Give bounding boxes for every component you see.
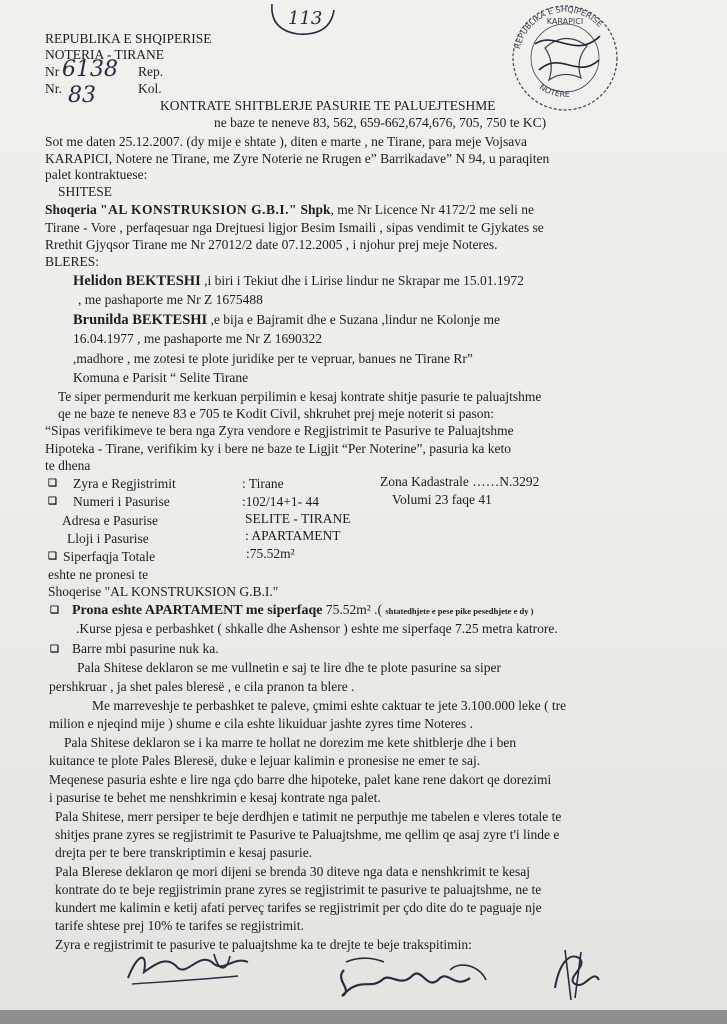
request-line-4: Hipoteka - Tirane, verifikim ky i bere ne baze te Ligjit “Per Noterine”, pasuria ka keto (45, 441, 511, 456)
property-area-label: Siperfaqja Totale (63, 549, 156, 564)
paragraph-3-line-1: Pala Shitese deklaron se i ka marre te hollat ne dorezim me kete shitblerje dhe i ben (64, 735, 517, 750)
clause-property-area: 75.52m² .( (322, 602, 382, 617)
buyer-2-name: Brunilda BEKTESHI (73, 312, 208, 328)
request-line-1: Te siper permendurit me kerkuan perpilimin e kesaj kontrate shitje pasurie te paluajtshme (58, 389, 542, 404)
header-nr-label: Nr (45, 64, 60, 79)
paragraph-4-line-2: i pasurise te behet me nenshkrimin e kesaj kontrate nga palet. (49, 790, 381, 805)
clause-property-bold: Prona eshte APARTAMENT me siperfaqe (72, 603, 323, 618)
svg-text:NOTERE (538, 83, 570, 99)
buyer-2-passport: 16.04.1977 , me pashaporte me Nr Z 1690322 (73, 331, 322, 346)
buyer-1-passport: , me pashaporte me Nr Z 1675488 (78, 292, 263, 307)
seller-company-type: Shpk (300, 202, 331, 217)
stamp-text-top: REPUBLIKA E SHQIPERISE (512, 4, 605, 50)
signature-buyer-2 (545, 944, 605, 1006)
buyers-capacity-line-1: ,madhore , me zotesi te plote juridike per te vepruar, banues ne Tirane Rr” (73, 351, 473, 366)
intro-line-2: KARAPICI, Notere ne Tirane, me Zyre Noterie ne Rrugen e” Barrikadave” N 94, u paraqiten (45, 151, 550, 166)
seller-company-prefix: Shoqeria (45, 202, 97, 217)
property-address-value: SELITE - TIRANE (245, 511, 351, 526)
seller-heading: SHITESE (58, 184, 112, 199)
paragraph-1-line-2: pershkruar , ja shet pales bleresë , e cila pranon ta blere . (49, 679, 355, 694)
intro-line-1: Sot me daten 25.12.2007. (dy mije e shtate ), diten e marte , ne Tirane, para meje Vojsava (45, 134, 528, 149)
property-zone: Zona Kadastrale ……N.3292 (380, 474, 540, 489)
stamp-text-name: KARAPICI (546, 17, 584, 26)
property-type-value: : APARTAMENT (245, 528, 341, 543)
signature-seller (118, 942, 258, 990)
property-volume: Volumi 23 faqe 41 (392, 492, 492, 507)
property-address-label: Adresa e Pasurise (62, 513, 158, 528)
buyer-2-details: ,e bija e Bajramit dhe e Suzana ,lindur ne Kolonje me (207, 312, 500, 327)
paragraph-7: Zyra e regjistrimit te pasurive te paluajtshme ka te drejte te beje trakspitimin: (55, 937, 472, 952)
buyer-2-line (73, 312, 500, 328)
request-line-3: “Sipas verifikimeve te bera nga Zyra vendore e Regjistrimit te Pasurive te Paluajtshme (45, 423, 514, 438)
clause-property-type (72, 602, 533, 619)
property-office-value: : Tirane (242, 476, 284, 491)
clause-no-encumbrance: Barre mbi pasurine nuk ka. (72, 641, 219, 656)
property-number-value: :102/14+1- 44 (242, 494, 319, 509)
paragraph-6-line-1: Pala Blerese deklaron qe mori dijeni se brenda 30 diteve nga data e nenshkrimit te kesaj (55, 864, 530, 879)
buyer-1-name: Helidon BEKTESHI (73, 273, 201, 289)
paragraph-3-line-2: kuitance te plote Pales Bleresë, duke e lejuar kalimin e pronesise ne emer te saj. (49, 753, 481, 768)
buyers-heading: BLERES: (45, 254, 100, 269)
header-rep-label: Rep. (138, 64, 164, 79)
property-office-label: Zyra e Regjistrimit (73, 476, 176, 491)
seller-line-1-rest: , me Nr Licence Nr 4172/2 me seli ne (330, 202, 535, 217)
paragraph-6-line-4: tarife shtese prej 10% te tarifes se regjistrimit. (55, 918, 304, 933)
checkbox-bullet: ❏ (50, 644, 59, 655)
header-kol-label: Kol. (138, 81, 162, 96)
handwritten-kol-number: 83 (68, 83, 96, 108)
paragraph-6-line-3: kundert me kalimin e ketij afati perveç tarifes se regjistrimit per çdo dite do te paguaje nje (55, 900, 542, 915)
corner-mark-text: 113 (288, 8, 323, 29)
seller-line-3: Rrethit Gjyqsor Tirane me Nr 27012/2 date 07.12.2005 , i njohur prej meje Noteres. (45, 237, 498, 252)
contract-legal-basis: ne baze te neneve 83, 562, 659-662,674,676, 705, 750 te KC) (214, 115, 547, 130)
paragraph-5-line-3: drejta per te bere transkriptimin e kesaj pasurie. (55, 845, 313, 860)
checkbox-bullet: ❏ (48, 496, 57, 507)
contract-title: KONTRATE SHITBLERJE PASURIE TE PALUEJTESHME (160, 98, 496, 113)
stamp-text-bottom: NOTERE (537, 82, 571, 99)
handwritten-rep-number: 6138 (62, 57, 118, 82)
request-line-2: qe ne baze te neneve 83 e 705 te Kodit Civil, shkruhet prej meje noterit si pason: (58, 406, 495, 421)
buyers-capacity-line-2: Komuna e Parisit “ Selite Tirane (73, 370, 249, 385)
corner-handwritten-mark (268, 0, 338, 40)
seller-line-1 (45, 202, 534, 218)
paragraph-4-line-1: Meqenese pasuria eshte e lire nga çdo barre dhe hipoteke, palet kane rene dakort qe dorezimi (49, 772, 552, 787)
notary-seal-stamp (505, 0, 625, 112)
checkbox-bullet: ❏ (50, 605, 59, 616)
property-ownership-line-1: eshte ne pronesi te (48, 567, 149, 582)
buyer-1-line (73, 273, 524, 289)
intro-line-3: palet kontraktuese: (45, 167, 148, 182)
paragraph-2-line-1: Me marreveshje te perbashket te paleve, çmimi eshte caktuar te jete 3.100.000 leke ( tre (92, 698, 567, 713)
property-ownership-line-2: Shoqerise "AL KONSTRUKSION G.B.I." (48, 584, 279, 599)
paragraph-6-line-2: kontrate do te beje regjistrimin prane zyres se regjistrimit te pasurive te paluajtshme, ne te (55, 882, 542, 897)
paragraph-5-line-1: Pala Shitese, merr persiper te beje derdhjen e tatimit ne perputhje me tabelen e vleres totale te (55, 809, 562, 824)
seller-line-2: Tirane - Vore , perfaqesuar nga Drejtuesi ligjor Besim Ismaili , sipas vendimit te Gjykates se (45, 220, 544, 235)
property-area-value: :75.52m² (246, 546, 295, 561)
property-number-label: Numeri i Pasurise (73, 494, 170, 509)
request-line-5: te dhena (45, 458, 91, 473)
signature-buyer-1 (330, 950, 500, 1002)
clause-area-in-words: shtatedhjete e pese pike pesedhjete e dy ) (385, 606, 534, 616)
clause-common-area: .Kurse pjesa e perbashket ( shkalle dhe Ashensor ) eshte me siperfaqe 7.25 metra katrore. (76, 621, 558, 636)
seller-company-name: "AL KONSTRUKSION G.B.I." (100, 202, 298, 217)
paragraph-2-line-2: milion e njeqind mije ) shume e cila eshte likuiduar jashte zyres time Noteres . (49, 716, 474, 731)
buyer-1-details: ,i biri i Tekiut dhe i Lirise lindur ne Skrapar me 15.01.1972 (200, 273, 524, 288)
paragraph-5-line-2: shitjes prane zyres se regjistrimit te Pasurive te Paluajtshme, me qellim qe asaj zyre t'i linde e (55, 827, 560, 842)
checkbox-bullet: ❏ (48, 551, 57, 562)
property-type-label: Lloji i Pasurise (67, 531, 149, 546)
paragraph-1-line-1: Pala Shitese deklaron se me vullnetin e saj te lire dhe te plote pasurine sa siper (77, 660, 501, 675)
header-nr2-label: Nr. (45, 81, 62, 96)
header-republic: REPUBLIKA E SHQIPERISE (45, 31, 212, 46)
checkbox-bullet: ❏ (48, 478, 57, 489)
header-notary-office: NOTERIA - TIRANE (45, 47, 164, 62)
